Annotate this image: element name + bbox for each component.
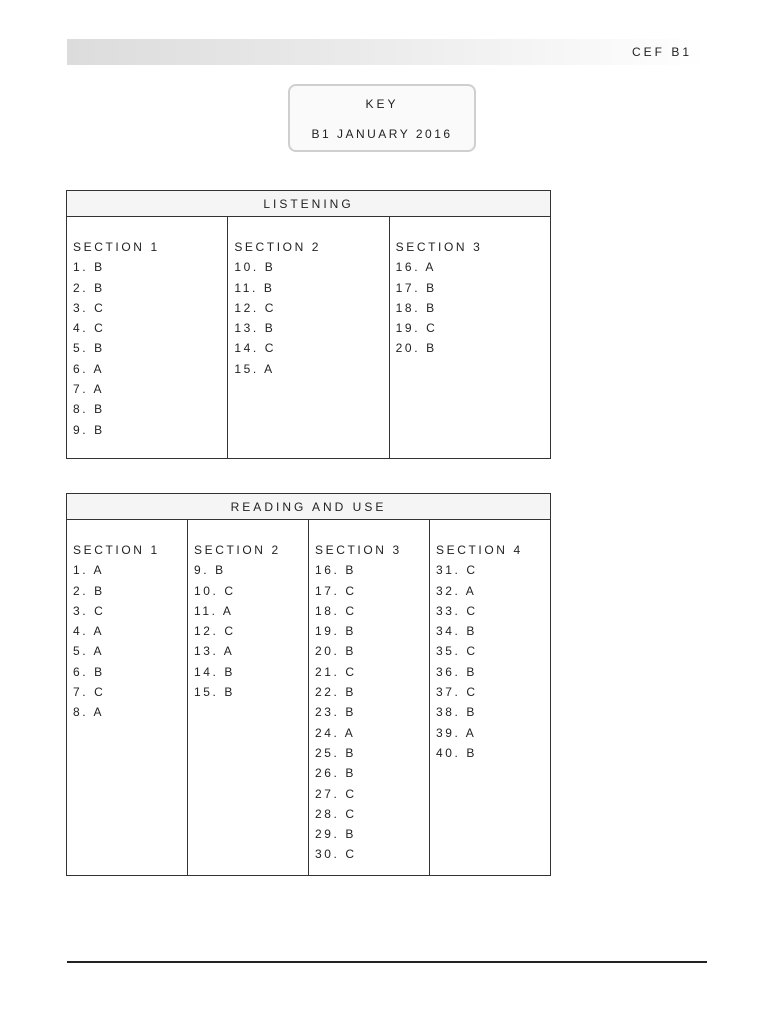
answer-item: 10. B — [234, 260, 276, 275]
answer-item: 37. C — [436, 685, 478, 700]
answer-item: 23. B — [315, 705, 357, 720]
key-subtitle: B1 JANUARY 2016 — [311, 127, 453, 141]
answer-item: 6. A — [73, 361, 105, 376]
answer-item: 14. B — [194, 664, 236, 679]
answer-item: 29. B — [315, 827, 357, 842]
listening-section-column — [389, 217, 550, 459]
reading-section-column — [188, 520, 309, 876]
answer-item: 25. B — [315, 745, 357, 760]
answer-item: 12. C — [194, 624, 236, 639]
answer-item: 13. A — [194, 644, 235, 659]
answer-item: 30. C — [315, 847, 357, 862]
reading-section-column — [309, 520, 430, 876]
answer-item: 12. C — [234, 300, 277, 315]
section-heading: SECTION 1 — [73, 543, 160, 557]
reading-sections-row — [67, 520, 551, 876]
answer-item: 4. A — [73, 624, 105, 639]
answer-item: 28. C — [315, 806, 357, 821]
answer-item: 15. A — [234, 361, 275, 376]
reading-section-column — [430, 520, 551, 876]
answer-item: 20. B — [315, 644, 357, 659]
section-heading: SECTION 1 — [73, 240, 160, 254]
answer-item: 34. B — [436, 624, 478, 639]
answer-item: 5. A — [73, 644, 105, 659]
answer-item: 13. B — [234, 321, 276, 336]
answer-item: 21. C — [315, 664, 357, 679]
answer-item: 10. C — [194, 583, 236, 598]
answer-item: 16. B — [315, 563, 357, 578]
answer-item: 14. C — [234, 341, 277, 356]
answer-item: 4. C — [73, 321, 106, 336]
answer-item: 7. C — [73, 685, 106, 700]
answer-item: 26. B — [315, 766, 357, 781]
answer-item: 3. C — [73, 300, 106, 315]
answer-item: 6. B — [73, 664, 105, 679]
level-label: CEF B1 — [631, 45, 692, 59]
section-heading: SECTION 4 — [436, 543, 523, 557]
answer-item: 27. C — [315, 786, 357, 801]
listening-title: LISTENING — [67, 191, 551, 217]
listening-section-column — [228, 217, 389, 459]
answer-item: 35. C — [436, 644, 478, 659]
reading-title: READING AND USE — [67, 494, 551, 520]
answer-item: 18. B — [395, 300, 437, 315]
answer-item: 22. B — [315, 685, 357, 700]
answer-item: 15. B — [194, 685, 236, 700]
answer-item: 32. A — [436, 583, 477, 598]
reading-table — [66, 493, 551, 876]
answer-item: 19. C — [395, 321, 438, 336]
answer-item: 39. A — [436, 725, 477, 740]
answer-item: 38. B — [436, 705, 478, 720]
header-bar — [67, 39, 707, 65]
key-box — [288, 84, 476, 152]
answer-item: 11. A — [194, 603, 234, 618]
answer-item: 8. A — [73, 705, 105, 720]
answer-item: 33. C — [436, 603, 478, 618]
answer-item: 2. B — [73, 583, 105, 598]
footer-rule — [67, 961, 707, 963]
answer-item: 17. C — [315, 583, 357, 598]
answer-item: 16. A — [395, 260, 437, 275]
answer-item: 31. C — [436, 563, 478, 578]
answer-item: 7. A — [73, 382, 105, 397]
section-heading: SECTION 2 — [194, 543, 281, 557]
answer-item: 40. B — [436, 745, 478, 760]
answer-item: 19. B — [315, 624, 357, 639]
listening-table — [66, 190, 551, 459]
listening-section-column — [67, 217, 228, 459]
section-heading: SECTION 3 — [315, 543, 402, 557]
answer-item: 18. C — [315, 603, 357, 618]
answer-item: 1. A — [73, 563, 105, 578]
answer-item: 2. B — [73, 280, 105, 295]
answer-item: 9. B — [194, 563, 226, 578]
reading-section-column — [67, 520, 188, 876]
listening-sections-row — [67, 217, 551, 459]
answer-item: 8. B — [73, 402, 105, 417]
section-heading: SECTION 3 — [395, 240, 483, 254]
section-heading: SECTION 2 — [234, 240, 322, 254]
answer-item: 5. B — [73, 341, 105, 356]
key-title: KEY — [365, 97, 399, 111]
answer-item: 11. B — [234, 280, 275, 295]
answer-item: 17. B — [395, 280, 437, 295]
answer-item: 3. C — [73, 603, 106, 618]
answer-item: 36. B — [436, 664, 478, 679]
answer-item: 9. B — [73, 422, 105, 437]
answer-item: 24. A — [315, 725, 356, 740]
answer-item: 1. B — [73, 260, 105, 275]
answer-item: 20. B — [395, 341, 437, 356]
